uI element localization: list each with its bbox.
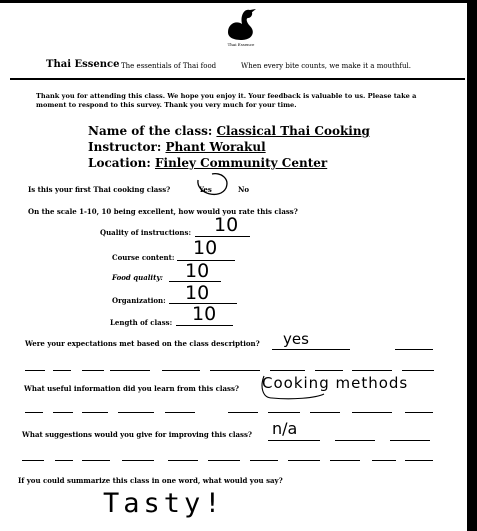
answer-line — [55, 460, 73, 461]
header-divider — [10, 78, 465, 80]
rating-label-length: Length of class: — [110, 318, 173, 327]
answer-circle-mark — [258, 372, 328, 402]
class-name-value: Classical Thai Cooking — [216, 124, 370, 138]
answer-line — [228, 412, 258, 413]
suggestions-answer[interactable]: n/a — [272, 419, 298, 438]
brand-slogan: When every bite counts, we make it a mouthful. — [241, 62, 411, 70]
rating-label-content: Course content: — [112, 253, 175, 262]
answer-line — [268, 440, 320, 441]
scan-edge — [467, 0, 477, 531]
answer-line — [118, 412, 154, 413]
class-name-label: Name of the class: — [88, 124, 213, 138]
answer-line — [25, 370, 45, 371]
rating-label-instructions: Quality of instructions: — [100, 228, 192, 237]
answer-line — [250, 460, 278, 461]
answer-line — [82, 460, 110, 461]
rating-label-organization: Organization: — [112, 296, 166, 305]
answer-line — [310, 412, 340, 413]
answer-line — [405, 460, 433, 461]
answer-line — [315, 370, 343, 371]
rating-line-length — [176, 325, 233, 326]
rating-value-food[interactable]: 10 — [185, 260, 210, 282]
answer-line — [268, 412, 300, 413]
answer-line — [25, 412, 43, 413]
instructor-label: Instructor: — [88, 140, 162, 154]
rating-value-instructions[interactable]: 10 — [214, 214, 239, 236]
answer-line — [405, 412, 433, 413]
summary-answer[interactable]: Tasty! — [103, 488, 225, 519]
class-name-row — [88, 124, 370, 138]
brand-tagline: The essentials of Thai food — [121, 62, 217, 70]
summary-question: If you could summarize this class in one word, what would you say? — [18, 476, 283, 485]
answer-line — [162, 370, 200, 371]
rating-value-content[interactable]: 10 — [193, 237, 218, 259]
answer-line — [272, 349, 350, 350]
answer-line — [352, 370, 392, 371]
rating-question: On the scale 1-10, 10 being excellent, how would you rate this class? — [28, 207, 298, 216]
swan-logo — [218, 4, 264, 50]
answer-line — [335, 440, 375, 441]
answer-line — [82, 370, 104, 371]
location-value: Finley Community Center — [154, 156, 328, 170]
answer-line — [390, 440, 430, 441]
svg-text:Thai Essence: Thai Essence — [227, 42, 255, 47]
first-class-yes[interactable]: Yes — [199, 185, 212, 194]
rating-value-length[interactable]: 10 — [192, 303, 217, 325]
yes-circle-mark — [190, 170, 232, 202]
instructor-row — [88, 140, 266, 154]
answer-line — [402, 370, 434, 371]
answer-line — [165, 412, 195, 413]
instructor-value: Phant Worakul — [165, 140, 266, 154]
answer-line — [53, 370, 71, 371]
answer-line — [372, 460, 396, 461]
answer-line — [168, 460, 198, 461]
answer-line — [330, 460, 360, 461]
useful-info-question: What useful information did you learn from this class? — [24, 384, 240, 393]
answer-line — [53, 412, 73, 413]
brand-name: Thai Essence — [46, 59, 120, 70]
answer-line — [270, 370, 305, 371]
intro-text: Thank you for attending this class. We hope you enjoy it. Your feedback is valuable to us. Please take a moment to respond to this survey. Thank you very much for your time. — [36, 92, 417, 109]
expectations-question: Were your expectations met based on the class description? — [25, 339, 260, 348]
first-class-no[interactable]: No — [238, 185, 250, 194]
first-class-question: Is this your first Thai cooking class? — [28, 185, 171, 194]
location-label: Location: — [88, 156, 151, 170]
suggestions-question: What suggestions would you give for improving this class? — [22, 430, 253, 439]
answer-line — [22, 460, 44, 461]
location-row — [88, 156, 327, 170]
rating-label-food: Food quality: — [112, 273, 163, 282]
expectations-answer[interactable]: yes — [283, 330, 309, 348]
answer-line — [210, 370, 260, 371]
answer-line — [208, 460, 240, 461]
answer-line — [110, 370, 150, 371]
answer-line — [122, 460, 154, 461]
top-border — [0, 0, 477, 3]
answer-line — [395, 349, 433, 350]
answer-line — [352, 412, 392, 413]
answer-line — [82, 412, 108, 413]
answer-line — [288, 460, 320, 461]
useful-info-answer[interactable]: Cooking methods — [262, 374, 409, 392]
rating-value-organization[interactable]: 10 — [185, 282, 210, 304]
